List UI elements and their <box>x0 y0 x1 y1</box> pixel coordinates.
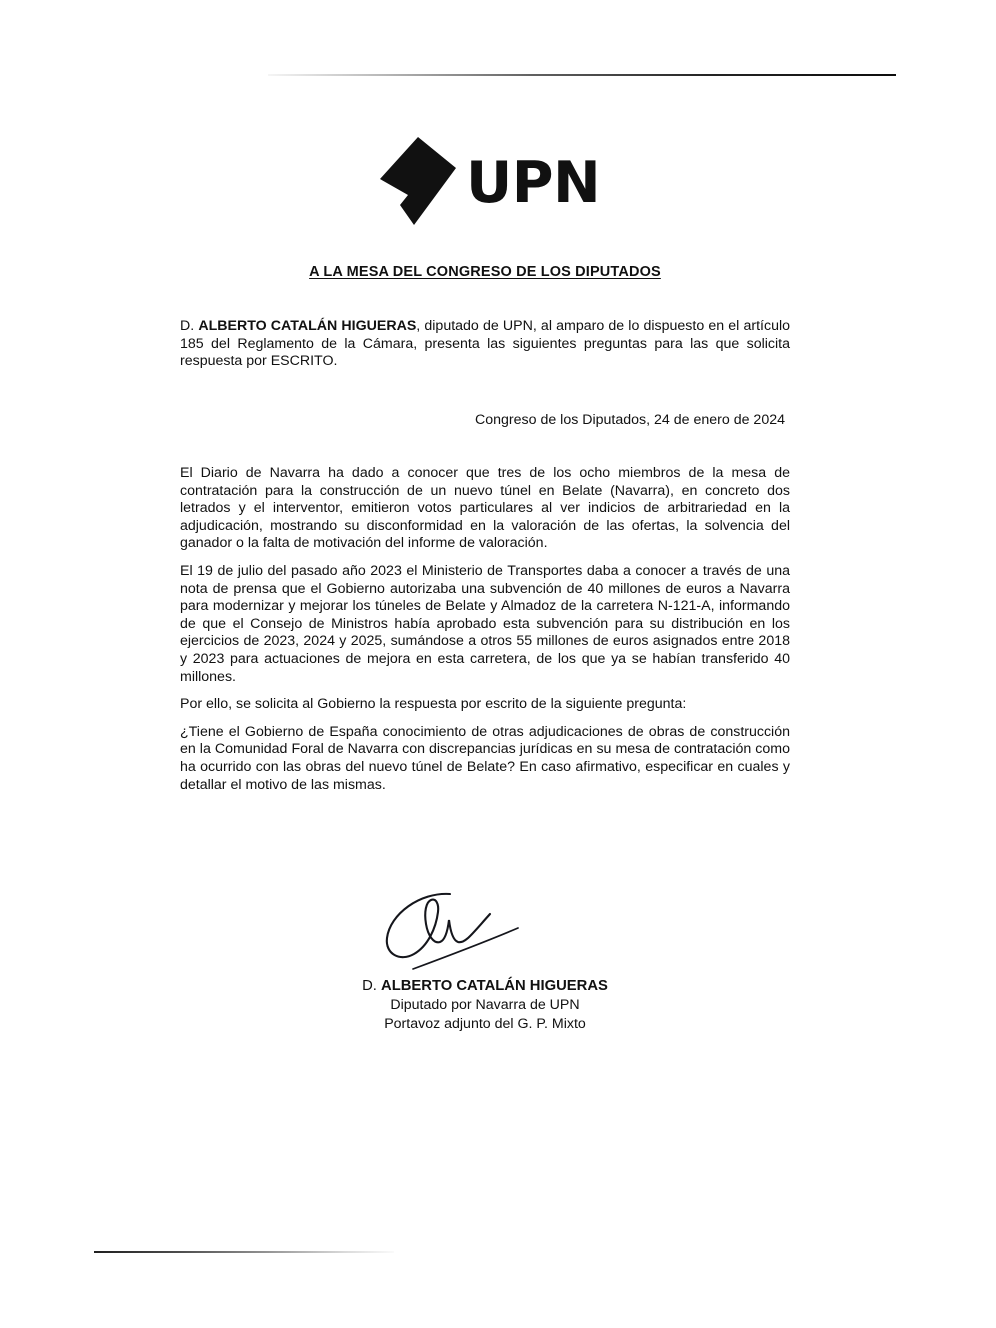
main-body <box>180 465 790 794</box>
intro-prefix: D. <box>180 318 199 334</box>
signer-role-line-2: Portavoz adjunto del G. P. Mixto <box>384 1015 586 1032</box>
page-title <box>180 264 790 280</box>
page-title-text: A LA MESA DEL CONGRESO DE LOS DIPUTADOS <box>309 264 661 280</box>
paragraph-4: ¿Tiene el Gobierno de España conocimiento de otras adjudicaciones de obras de construcción en la Comunidad Foral de Navarra con discrepancias jurídicas en su mesa de contratación como ha ocurrido con las obras del nuevo túnel de Belate? En caso afirmativo, especificar en cuales y detallar el motivo de las mismas. <box>180 723 790 793</box>
top-horizontal-rule <box>268 74 896 76</box>
signer-prefix: D. <box>362 978 382 994</box>
intro-paragraph <box>180 318 790 371</box>
signer-name-line <box>180 977 790 996</box>
upn-logo <box>378 132 601 230</box>
signature-block <box>180 977 790 1033</box>
paragraph-2: El 19 de julio del pasado año 2023 el Ministerio de Transportes daba a conocer a través de una nota de prensa que el Gobierno autorizaba una subvención de 40 millones de euros a Navarra para modernizar y mejorar los túneles de Belate y Almadoz de la carretera N-121-A, informando de que el Consejo de Ministros había aprobado esta subvención para su distribución en los ejercicios de 2023, 2024 y 2025, sumándose a otros 55 millones de euros asignados entre 2018 y 2023 para actuaciones de mejora en esta carretera, de los que ya se habían transferido 40 millones. <box>180 562 790 685</box>
paragraph-3: Por ello, se solicita al Gobierno la respuesta por escrito de la siguiente pregunta: <box>180 696 687 713</box>
paragraph-1: El Diario de Navarra ha dado a conocer que tres de los ocho miembros de la mesa de contratación para la construcción de un nuevo túnel en Belate (Navarra), en concreto dos letrados y el interventor, emitieron votos particulares al ver indicios de arbitrariedad en la adjudicación, mostrando su disconformidad en la valoración de las ofertas, la solvencia del ganador o la falta de motivación del informe de valoración. <box>180 465 790 552</box>
intro-rest: , diputado de UPN, al amparo de lo dispuesto en el artículo 185 del Reglamento de la Cámara, presenta las siguientes preguntas para las que solicita respuesta por ESCRITO. <box>180 318 790 370</box>
dateline: Congreso de los Diputados, 24 de enero de 2024 <box>475 412 785 428</box>
handwritten-signature-icon <box>378 884 568 976</box>
upn-wordmark: UPN <box>466 149 601 216</box>
upn-flag-mark-icon <box>378 135 460 227</box>
intro-block <box>180 318 790 371</box>
signer-role-line-1: Diputado por Navarra de UPN <box>390 997 580 1013</box>
deputy-name: ALBERTO CATALÁN HIGUERAS <box>198 318 417 334</box>
signer-name: ALBERTO CATALÁN HIGUERAS <box>381 978 608 994</box>
bottom-horizontal-rule <box>94 1251 394 1253</box>
